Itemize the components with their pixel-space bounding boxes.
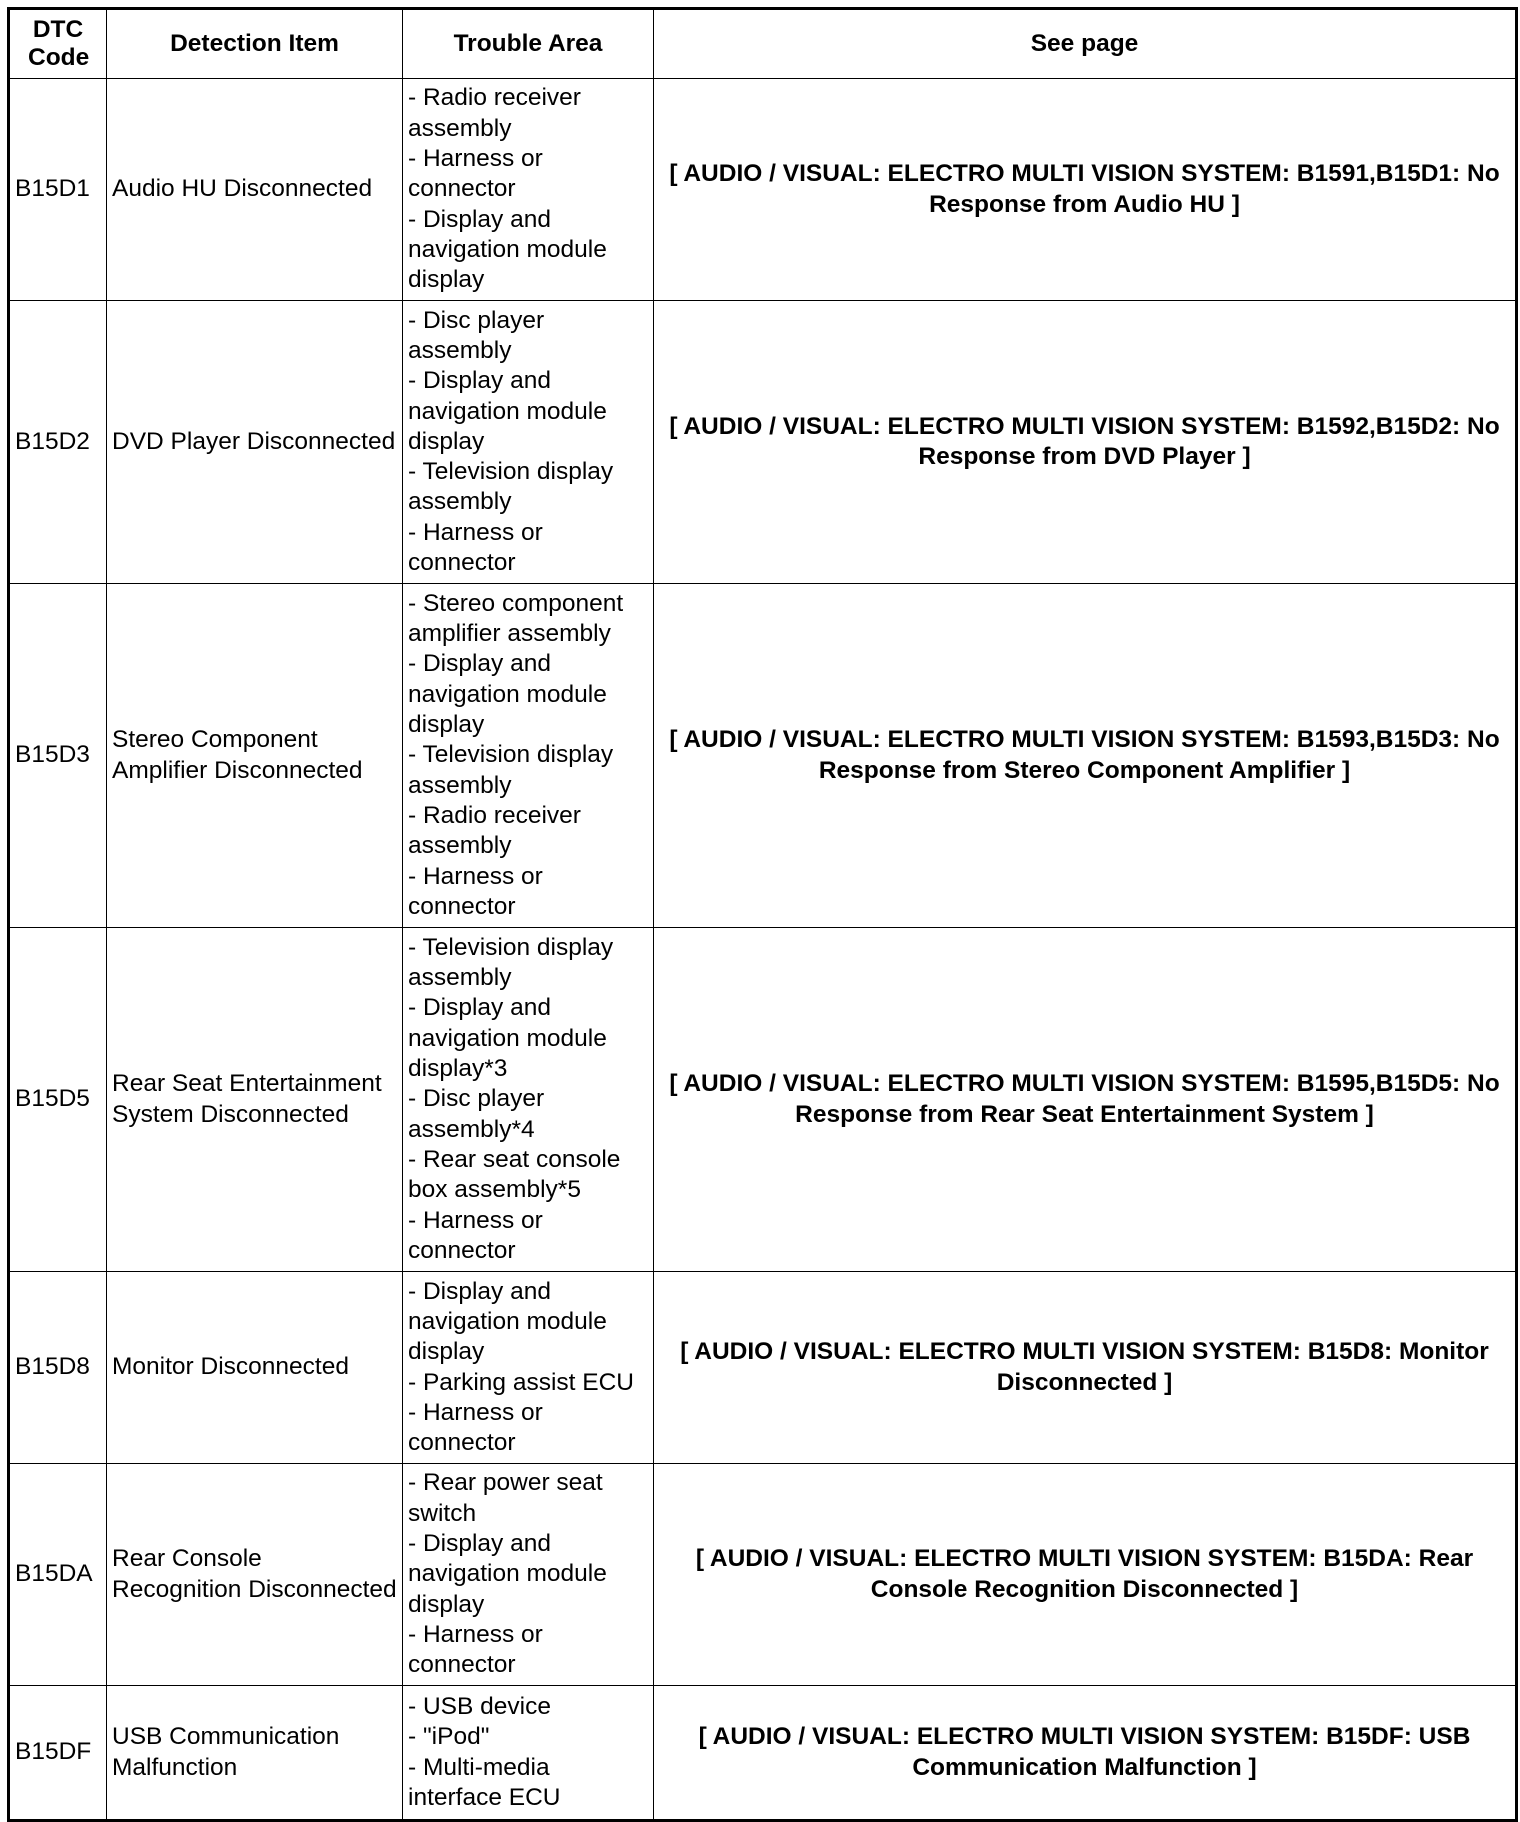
- trouble-area-line: - Display and navigation module display: [408, 367, 607, 455]
- dtc-code-cell: B15D2: [9, 301, 107, 584]
- detection-item-cell: Monitor Disconnected: [107, 1272, 403, 1464]
- trouble-area-line: - Harness or connector: [408, 1398, 543, 1457]
- trouble-area-line: - Stereo component amplifier assembly: [408, 589, 624, 648]
- table-row: [9, 928, 1517, 1272]
- header-trouble-area: Trouble Area: [403, 9, 654, 79]
- table-header-row: [9, 9, 1517, 79]
- trouble-area-line: - Rear seat console box assembly*5: [408, 1145, 621, 1204]
- see-page-reference: [ AUDIO / VISUAL: ELECTRO MULTI VISION SYSTEM: B15DA: Rear Console Recognition Disconnected ]: [695, 1545, 1474, 1603]
- trouble-area-line: - Display and navigation module display: [408, 1530, 607, 1618]
- detection-item-cell: Stereo Component Amplifier Disconnected: [107, 584, 403, 928]
- trouble-area-line: - Harness or connector: [408, 518, 543, 577]
- trouble-area-line: - Display and navigation module display: [408, 205, 607, 294]
- see-page-reference: [ AUDIO / VISUAL: ELECTRO MULTI VISION SYSTEM: B15DF: USB Communication Malfunction ]: [698, 1723, 1471, 1781]
- see-page-cell: [654, 1464, 1517, 1686]
- trouble-area-line: - Display and navigation module display*3: [408, 994, 607, 1083]
- see-page-reference: [ AUDIO / VISUAL: ELECTRO MULTI VISION SYSTEM: B1591,B15D1: No Response from Audio HU ]: [669, 160, 1500, 218]
- trouble-area-cell: [403, 584, 654, 928]
- trouble-area-line: - Parking assist ECU: [408, 1368, 635, 1396]
- trouble-area-line: - Television display assembly: [408, 933, 614, 992]
- detection-item-cell: Rear Console Recognition Disconnected: [107, 1464, 403, 1686]
- trouble-area-line: - Rear power seat switch: [408, 1469, 603, 1527]
- trouble-area-line: - Harness or connector: [408, 862, 543, 920]
- trouble-area-line: - "iPod": [408, 1723, 490, 1751]
- header-detection-item: Detection Item: [107, 9, 403, 79]
- trouble-area-cell: [403, 79, 654, 301]
- dtc-code-cell: B15DA: [9, 1464, 107, 1686]
- dtc-code-cell: B15D3: [9, 584, 107, 928]
- trouble-area-line: - Harness or connector: [408, 145, 543, 203]
- see-page-cell: [654, 79, 1517, 301]
- see-page-cell: [654, 1272, 1517, 1464]
- table-row: [9, 584, 1517, 928]
- trouble-area-line: - Television display assembly: [408, 458, 614, 516]
- trouble-area-line: - Television display assembly: [408, 741, 614, 799]
- see-page-reference: [ AUDIO / VISUAL: ELECTRO MULTI VISION SYSTEM: B15D8: Monitor Disconnected ]: [680, 1338, 1489, 1396]
- table-row: [9, 301, 1517, 584]
- dtc-code-cell: B15DF: [9, 1686, 107, 1821]
- dtc-code-cell: B15D1: [9, 79, 107, 301]
- trouble-area-line: - USB device: [408, 1692, 551, 1720]
- trouble-area-line: - Radio receiver assembly: [408, 801, 581, 860]
- header-see-page: See page: [654, 9, 1517, 79]
- trouble-area-line: - Disc player assembly*4: [408, 1085, 545, 1143]
- table-row: [9, 1272, 1517, 1464]
- trouble-area-cell: [403, 1464, 654, 1686]
- see-page-reference: [ AUDIO / VISUAL: ELECTRO MULTI VISION SYSTEM: B1592,B15D2: No Response from DVD Player ]: [669, 412, 1500, 470]
- dtc-code-cell: B15D5: [9, 928, 107, 1272]
- table-row: [9, 1464, 1517, 1686]
- trouble-area-cell: [403, 1272, 654, 1464]
- see-page-cell: [654, 1686, 1517, 1821]
- trouble-area-line: - Harness or connector: [408, 1620, 543, 1679]
- detection-item-cell: Rear Seat Entertainment System Disconnected: [107, 928, 403, 1272]
- trouble-area-cell: [403, 301, 654, 584]
- detection-item-cell: Audio HU Disconnected: [107, 79, 403, 301]
- dtc-code-cell: B15D8: [9, 1272, 107, 1464]
- see-page-cell: [654, 928, 1517, 1272]
- table-row: [9, 1686, 1517, 1821]
- see-page-reference: [ AUDIO / VISUAL: ELECTRO MULTI VISION SYSTEM: B1595,B15D5: No Response from Rear Seat Entertainment System ]: [669, 1070, 1500, 1128]
- see-page-cell: [654, 301, 1517, 584]
- trouble-area-line: - Harness or connector: [408, 1206, 543, 1264]
- table-row: [9, 79, 1517, 301]
- see-page-reference: [ AUDIO / VISUAL: ELECTRO MULTI VISION SYSTEM: B1593,B15D3: No Response from Stereo Component Amplifier ]: [669, 726, 1500, 784]
- detection-item-cell: USB Communication Malfunction: [107, 1686, 403, 1821]
- trouble-area-cell: [403, 1686, 654, 1821]
- trouble-area-line: - Display and navigation module display: [408, 1277, 607, 1366]
- trouble-area-line: - Radio receiver assembly: [408, 84, 581, 142]
- see-page-cell: [654, 584, 1517, 928]
- trouble-area-line: - Disc player assembly: [408, 306, 545, 364]
- detection-item-cell: DVD Player Disconnected: [107, 301, 403, 584]
- trouble-area-line: - Multi-media interface ECU: [408, 1753, 561, 1811]
- dtc-table: [7, 7, 1518, 1822]
- header-dtc-code: DTC Code: [9, 9, 107, 79]
- trouble-area-cell: [403, 928, 654, 1272]
- trouble-area-line: - Display and navigation module display: [408, 650, 607, 739]
